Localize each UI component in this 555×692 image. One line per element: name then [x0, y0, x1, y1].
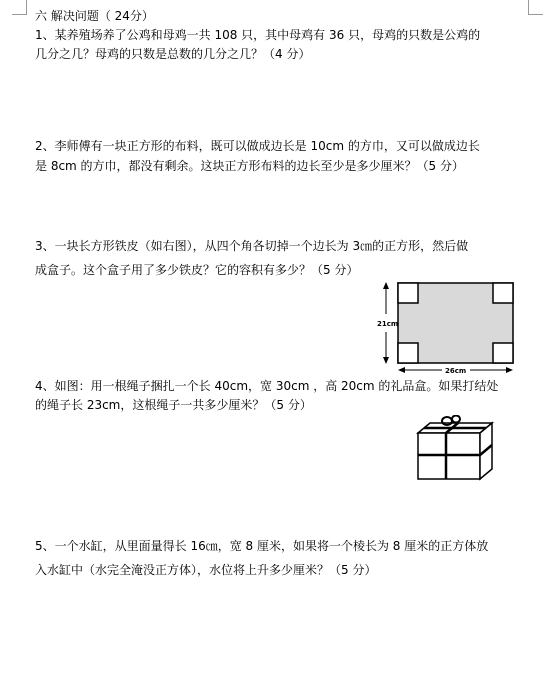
width-label: 26cm [445, 367, 467, 375]
problem-3-line-2: 成盒子。这个盒子用了多少铁皮？它的容积有多少？（5 分） [35, 263, 359, 277]
page-corner-mark-right [528, 0, 543, 15]
problem-3-line-1: 3、一块长方形铁皮（如右图），从四个角各切掉一个边长为 3㎝的正方形，然后做 [35, 239, 469, 253]
sheet-figure [376, 280, 521, 375]
problem-4-line-2: 的绳子长 23cm，这根绳子一共多少厘米？（5 分） [35, 398, 312, 412]
corner-square-top-left [398, 283, 418, 303]
corner-square-bottom-right [493, 343, 513, 363]
gift-box-figure [416, 415, 496, 485]
problem-5-line-2: 入水缸中（水完全淹没正方体），水位将上升多少厘米？（5 分） [35, 563, 377, 577]
problem-1-line-2: 几分之几？母鸡的只数是总数的几分之几？（4 分） [35, 47, 311, 61]
problem-5-line-1: 5、一个水缸，从里面量得长 16㎝，宽 8 厘米，如果将一个棱长为 8 厘米的正方体放 [35, 539, 489, 553]
section-title: 六 解决问题（ 24分） [35, 9, 154, 23]
problem-4-line-1: 4、如图：用一根绳子捆扎一个长 40cm，宽 30cm ，高 20cm 的礼品盒。如果打结处 [35, 379, 499, 393]
height-label: 21cm [377, 320, 399, 328]
problem-2-line-1: 2、李师傅有一块正方形的布料，既可以做成边长是 10cm 的方巾，又可以做成边长 [35, 139, 480, 153]
problem-1-line-1: 1、某养殖场养了公鸡和母鸡一共 108 只，其中母鸡有 36 只，母鸡的只数是公鸡的 [35, 28, 481, 42]
corner-square-top-right [493, 283, 513, 303]
problem-2-line-2: 是 8cm 的方巾，都没有剩余。这块正方形布料的边长至少是多少厘米？（5 分） [35, 159, 465, 173]
corner-square-bottom-left [398, 343, 418, 363]
page-corner-mark-left [12, 0, 27, 15]
